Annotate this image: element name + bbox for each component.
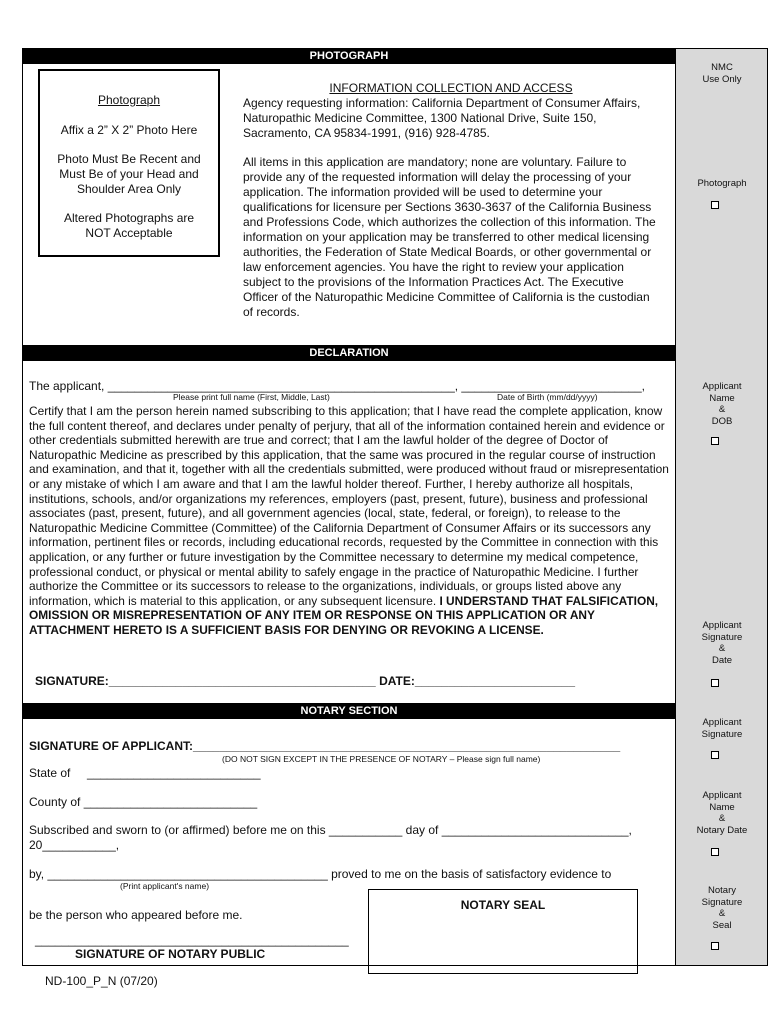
section-header-photograph: PHOTOGRAPH [23,48,675,64]
side-label-notary-seal: Notary Signature & Seal [701,885,743,931]
section-header-declaration: DECLARATION [23,345,675,361]
checkbox-signature-date[interactable] [711,679,719,687]
declaration-signature-date-line[interactable]: SIGNATURE:________________________________________ DATE:________________________ [35,674,576,688]
notary-applicant-signature-line[interactable]: SIGNATURE OF APPLICANT:________________________________________________________________ [29,739,621,753]
notary-subscribed-line[interactable]: Subscribed and sworn to (or affirmed) before me on this ___________ day of ____________________________, [29,823,632,837]
side-label-applicant-signature: Applicant Signature [701,717,743,740]
side-label-photograph: Photograph [697,178,747,189]
notary-appeared-text: be the person who appeared before me. [29,908,243,922]
info-heading: INFORMATION COLLECTION AND ACCESS [329,81,573,95]
notary-signature-line[interactable]: _______________________________________________ [35,933,349,947]
photo-box-line3: Altered Photographs are NOT Acceptable [63,211,195,240]
print-name-hint: (Print applicant's name) [120,881,210,891]
photo-box-line2: Photo Must Be Recent and Must Be of your Head and Shoulder Area Only [57,152,201,196]
declaration-warning: I UNDERSTAND THAT FALSIFICATION, OMISSION OR MISREPRESENTATION OF ANY ITEM OR RESPONSE ON THIS APPLICATION OR ANY ATTACHMENT HERETO IS A SUFFICIENT BASIS FOR DENYING OR REVOKING A LICENSE. [29,593,659,637]
notary-seal-box [368,889,638,974]
photo-box-heading: Photograph [97,93,161,107]
applicant-name-dob-line[interactable]: The applicant, ____________________________________________________, ___________________________, [29,379,645,393]
notary-by-line[interactable]: by, __________________________________________ proved to me on the basis of satisfactory evidence to [29,867,612,881]
checkbox-notary-seal[interactable] [711,942,719,950]
checkbox-name-notary-date[interactable] [711,848,719,856]
notary-signature-label: SIGNATURE OF NOTARY PUBLIC [75,947,266,961]
checkbox-name-dob[interactable] [711,437,719,445]
notary-sign-hint: (DO NOT SIGN EXCEPT IN THE PRESENCE OF NOTARY – Please sign full name) [222,754,541,764]
checkbox-photograph[interactable] [711,201,719,209]
name-field-hint: Please print full name (First, Middle, Last) [173,392,330,402]
checkbox-applicant-signature[interactable] [711,751,719,759]
side-label-nmc: NMC Use Only [702,62,742,85]
notary-seal-label: NOTARY SEAL [460,898,546,912]
side-label-name-dob: Applicant Name & DOB [702,381,742,427]
photo-placeholder-box [38,69,220,257]
info-mandatory-paragraph: All items in this application are mandatory; none are voluntary. Failure to provide any of the requested information will delay the processing of your application. The information provided will be used to determine your qualifications for licensure per Sections 3630-3637 of the California Business and Professions Code, which authorizes the collection of this information. The information on your application may be transferred to other medical licensing authorities, the Federation of State Medical Boards, or other governmental or law enforcement agencies. You have the right to review your application subject to the provisions of the Information Practices Act. The Executive Officer of the Naturopathic Medicine Committee of California is the custodian of records. [243,155,656,319]
notary-year-field[interactable]: 20___________, [29,838,120,852]
side-label-signature-date: Applicant Signature & Date [701,620,743,666]
side-label-name-notary-date: Applicant Name & Notary Date [696,790,748,836]
declaration-body [29,404,671,638]
info-agency-paragraph: Agency requesting information: California Department of Consumer Affairs, Naturopathic Medicine Committee, 1300 National Drive, Suite 150, Sacramento, CA 95834-1991, (916) 928-4785. [243,96,641,140]
section-header-notary: NOTARY SECTION [23,703,675,719]
dob-field-hint: Date of Birth (mm/dd/yyyy) [497,392,598,402]
photo-box-line1: Affix a 2” X 2” Photo Here [60,123,198,137]
notary-state-field[interactable]: State of __________________________ [29,766,261,780]
notary-county-field[interactable]: County of __________________________ [29,795,258,809]
form-code-footer: ND-100_P_N (07/20) [45,974,158,988]
declaration-text: Certify that I am the person herein named subscribing to this application; that I have read the complete application, know the full content thereof, and declares under penalty of perjury, that all of the information contained herein and evidence or other credentials submitted herewith are true and correct; that I am the lawful holder of the degree of Doctor of Naturopathic Medicine as prescribed by this application, that the same was procured in the regular course of instruction and examination, and that it, together with all the credentials submitted, were produced without fraud or misrepresentation or any mistake of which I am aware and that I am the lawful holder thereof. Further, I hereby authorize all hospitals, institutions, schools, and/or organizations my references, employers (past, present, future), business and professional associates (past, present, future), and all government agencies (local, state, federal, or foreign), to release to the Naturopathic Medicine Committee (Committee) of the California Department of Consumer Affairs or its successors any information, pertinent files or records, including educational records, requested by the Committee in connection with this application, or any further or future investigation by the Committee necessary to determine my medical competence, professional conduct, or physical or mental ability to safely engage in the practice of Naturopathic Medicine. I further authorize the Committee or its successors to release to the organizations, individuals, or groups listed above any information, which is material to this application, or any subsequent licensure. [29,404,669,608]
